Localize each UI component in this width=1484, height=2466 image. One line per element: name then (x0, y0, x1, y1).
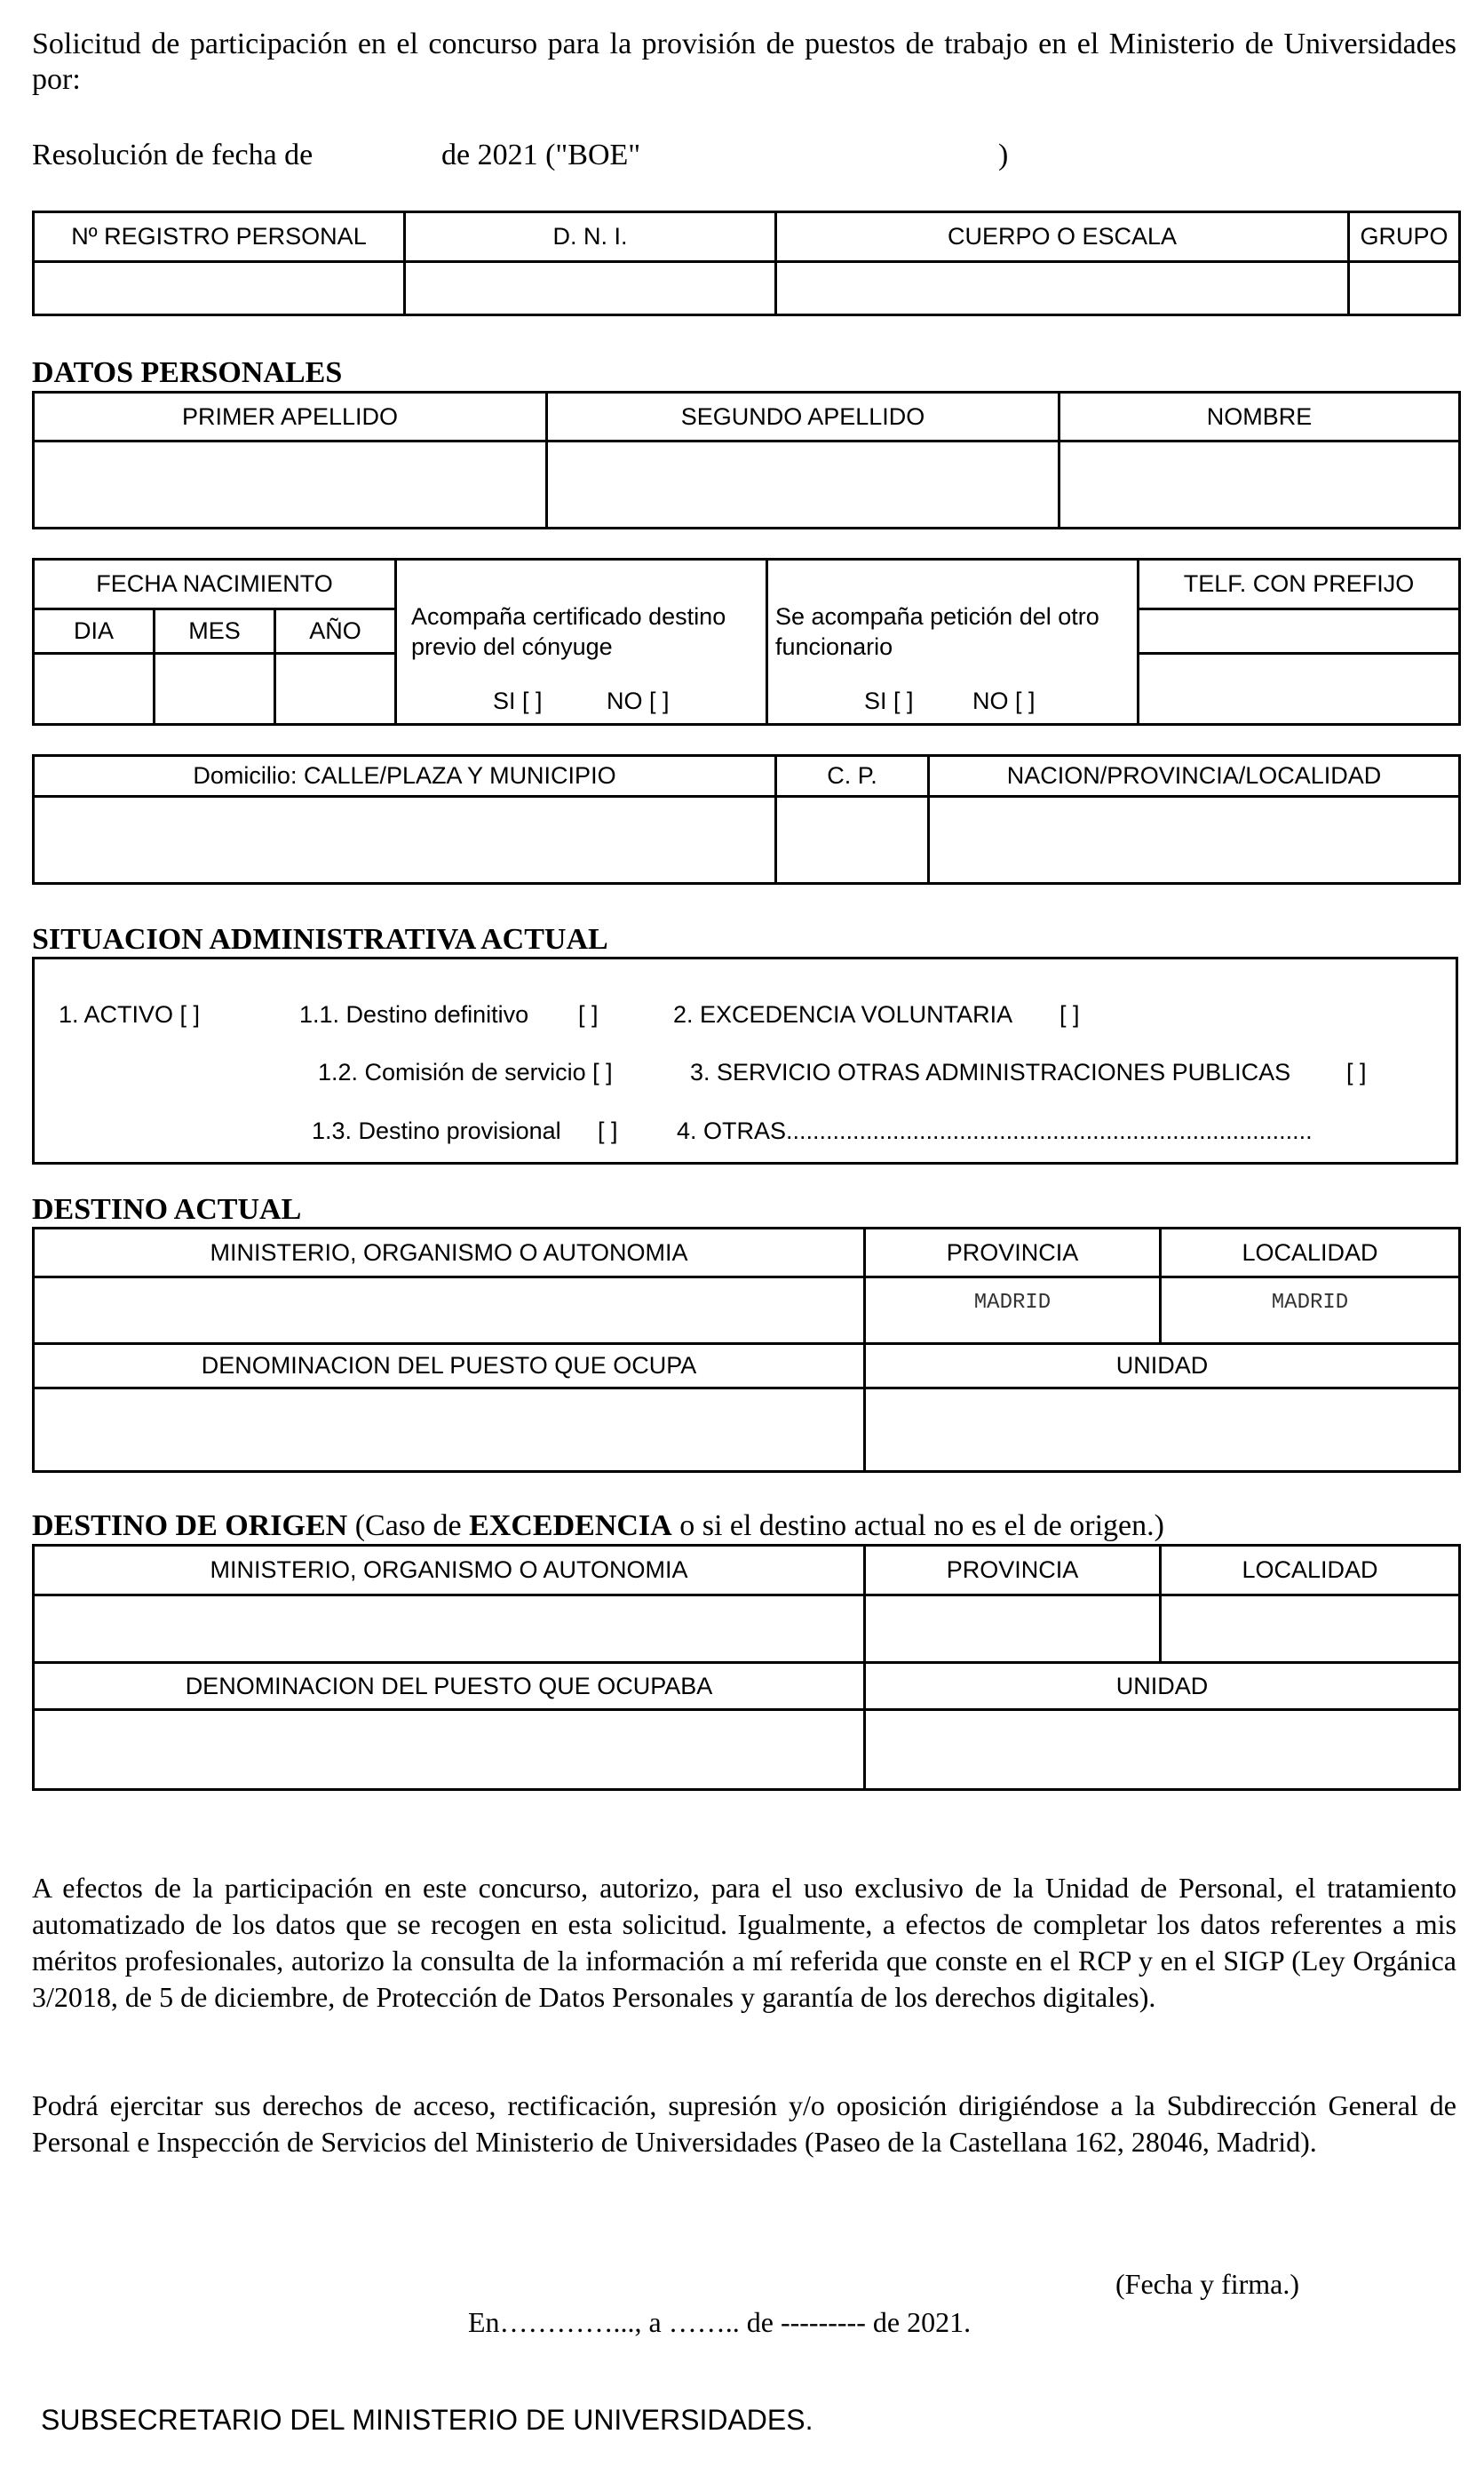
rights-paragraph: Podrá ejercitar sus derechos de acceso, rectificación, supresión y/o oposición dirigiéndose a la Subdirección General de Personal e Inspección de Servicios del Ministerio de Universidades (Paseo de la Castellana 162, 28046, Madrid). (32, 2089, 1456, 2158)
mes-field[interactable] (155, 654, 275, 725)
col-origin-puesto: DENOMINACION DEL PUESTO QUE OCUPABA (34, 1663, 865, 1710)
nombre-field[interactable] (1059, 441, 1460, 529)
ministerio-field[interactable] (34, 1277, 865, 1344)
col-dia: DIA (34, 609, 155, 654)
other-petition-text: Se acompaña petición del otro funcionario (775, 603, 1099, 660)
provincia-value: MADRID (973, 1291, 1051, 1315)
ano-field[interactable] (275, 654, 396, 725)
definitivo-label: 1.1. Destino definitivo (299, 1001, 529, 1028)
origin-provincia-field[interactable] (865, 1595, 1161, 1663)
col-origin-provincia: PROVINCIA (865, 1546, 1161, 1595)
origin-title-bold: DESTINO DE ORIGEN (32, 1509, 348, 1542)
intro-text: Solicitud de participación en el concurso para la provisión de puestos de trabajo en el Ministerio de Universidades por: (32, 28, 1456, 96)
provincia-field[interactable] (865, 1277, 1161, 1344)
col-ano: AÑO (275, 609, 396, 654)
current-table (32, 1227, 1461, 1473)
col-dni: D. N. I. (405, 212, 776, 262)
personal-table (32, 391, 1461, 529)
phone-prefix-field[interactable] (1139, 609, 1460, 654)
definitivo-checkbox[interactable]: [ ] (578, 1001, 599, 1028)
origin-table (32, 1544, 1461, 1791)
col-domicilio: Domicilio: CALLE/PLAZA Y MUNICIPIO (34, 756, 776, 797)
col-registro: Nº REGISTRO PERSONAL (34, 212, 405, 262)
unidad-field[interactable] (865, 1388, 1460, 1472)
petition-no-checkbox[interactable]: NO [ ] (972, 688, 1036, 714)
otras-field[interactable]: 4. OTRAS............................................................................... (677, 1118, 1313, 1144)
origin-title (32, 1508, 1164, 1544)
place-date-field[interactable]: En…………..., a …….. de --------- de 2021. (468, 2306, 972, 2338)
origin-title-bold2: EXCEDENCIA (469, 1509, 672, 1542)
localidad-field[interactable] (1161, 1277, 1460, 1344)
registry-table (32, 211, 1461, 316)
grupo-field[interactable] (1349, 262, 1460, 315)
spouse-yes-checkbox[interactable]: SI [ ] (493, 688, 543, 714)
col-mes: MES (155, 609, 275, 654)
segundo-apellido-field[interactable] (547, 441, 1059, 529)
col-ministerio: MINISTERIO, ORGANISMO O AUTONOMIA (34, 1229, 865, 1277)
origin-title-end: o si el destino actual no es el de origen.) (671, 1509, 1164, 1542)
spouse-cert-text: Acompaña certificado destino previo del cónyuge (411, 603, 726, 660)
birth-title: FECHA NACIMIENTO (34, 560, 396, 609)
otras-adm-checkbox[interactable]: [ ] (1346, 1059, 1367, 1086)
cp-field[interactable] (776, 797, 929, 884)
spouse-cert-cell (396, 560, 767, 725)
comision-checkbox[interactable]: 1.2. Comisión de servicio [ ] (318, 1059, 613, 1086)
col-segundo-apellido: SEGUNDO APELLIDO (547, 393, 1059, 441)
petition-yes-checkbox[interactable]: SI [ ] (864, 688, 914, 714)
localidad-value: MADRID (1271, 1291, 1349, 1315)
dni-field[interactable] (405, 262, 776, 315)
origin-localidad-field[interactable] (1161, 1595, 1460, 1663)
col-puesto: DENOMINACION DEL PUESTO QUE OCUPA (34, 1344, 865, 1388)
origin-unidad-field[interactable] (865, 1710, 1460, 1790)
excedencia-label: 2. EXCEDENCIA VOLUNTARIA (673, 1001, 1013, 1028)
current-title: DESTINO ACTUAL (32, 1193, 302, 1226)
col-provincia: PROVINCIA (865, 1229, 1161, 1277)
col-cp: C. P. (776, 756, 929, 797)
nacion-field[interactable] (929, 797, 1460, 884)
resolution-year: de 2021 ("BOE" (441, 139, 641, 171)
registro-field[interactable] (34, 262, 405, 315)
col-localidad: LOCALIDAD (1161, 1229, 1460, 1277)
puesto-field[interactable] (34, 1388, 865, 1472)
col-unidad: UNIDAD (865, 1344, 1460, 1388)
address-table (32, 754, 1461, 885)
personal-title: DATOS PERSONALES (32, 356, 343, 389)
resolution-prefix: Resolución de fecha de (32, 139, 313, 171)
provisional-checkbox[interactable]: [ ] (598, 1118, 618, 1144)
otras-adm-label: 3. SERVICIO OTRAS ADMINISTRACIONES PUBLICAS (690, 1059, 1291, 1086)
phone-label: TELF. CON PREFIJO (1139, 560, 1460, 609)
cuerpo-field[interactable] (776, 262, 1349, 315)
col-primer-apellido: PRIMER APELLIDO (34, 393, 547, 441)
birth-table (32, 558, 1461, 726)
phone-field[interactable] (1139, 654, 1460, 725)
origin-ministerio-field[interactable] (34, 1595, 865, 1663)
dia-field[interactable] (34, 654, 155, 725)
col-origin-ministerio: MINISTERIO, ORGANISMO O AUTONOMIA (34, 1546, 865, 1595)
provisional-label: 1.3. Destino provisional (312, 1118, 561, 1144)
consent-paragraph: A efectos de la participación en este concurso, autorizo, para el uso exclusivo de la Unidad de Personal, el tratamiento automatizado de los datos que se recogen en esta solicitud. Igualmente, a efectos de completar los datos referentes a mis méritos profesionales, autorizo la consulta de la información a mí referida que conste en el RCP y en el SIGP (Ley Orgánica 3/2018, de 5 de diciembre, de Protección de Datos Personales y garantía de los derechos digitales). (32, 1872, 1456, 2013)
spouse-no-checkbox[interactable]: NO [ ] (607, 688, 670, 714)
situation-title: SITUACION ADMINISTRATIVA ACTUAL (32, 923, 608, 956)
resolution-close: ) (998, 139, 1009, 171)
origin-title-mid: (Caso de (347, 1509, 470, 1542)
col-nombre: NOMBRE (1059, 393, 1460, 441)
addressee: SUBSECRETARIO DEL MINISTERIO DE UNIVERSIDADES. (41, 2404, 813, 2436)
activo-checkbox[interactable]: 1. ACTIVO [ ] (59, 1001, 201, 1028)
col-nacion: NACION/PROVINCIA/LOCALIDAD (929, 756, 1460, 797)
domicilio-field[interactable] (34, 797, 776, 884)
col-origin-unidad: UNIDAD (865, 1663, 1460, 1710)
primer-apellido-field[interactable] (34, 441, 547, 529)
signature-label: (Fecha y firma.) (1115, 2268, 1300, 2300)
col-cuerpo: CUERPO O ESCALA (776, 212, 1349, 262)
excedencia-checkbox[interactable]: [ ] (1059, 1001, 1080, 1028)
origin-puesto-field[interactable] (34, 1710, 865, 1790)
other-petition-cell (767, 560, 1139, 725)
situation-box (32, 957, 1458, 1165)
col-grupo: GRUPO (1349, 212, 1460, 262)
col-origin-localidad: LOCALIDAD (1161, 1546, 1460, 1595)
